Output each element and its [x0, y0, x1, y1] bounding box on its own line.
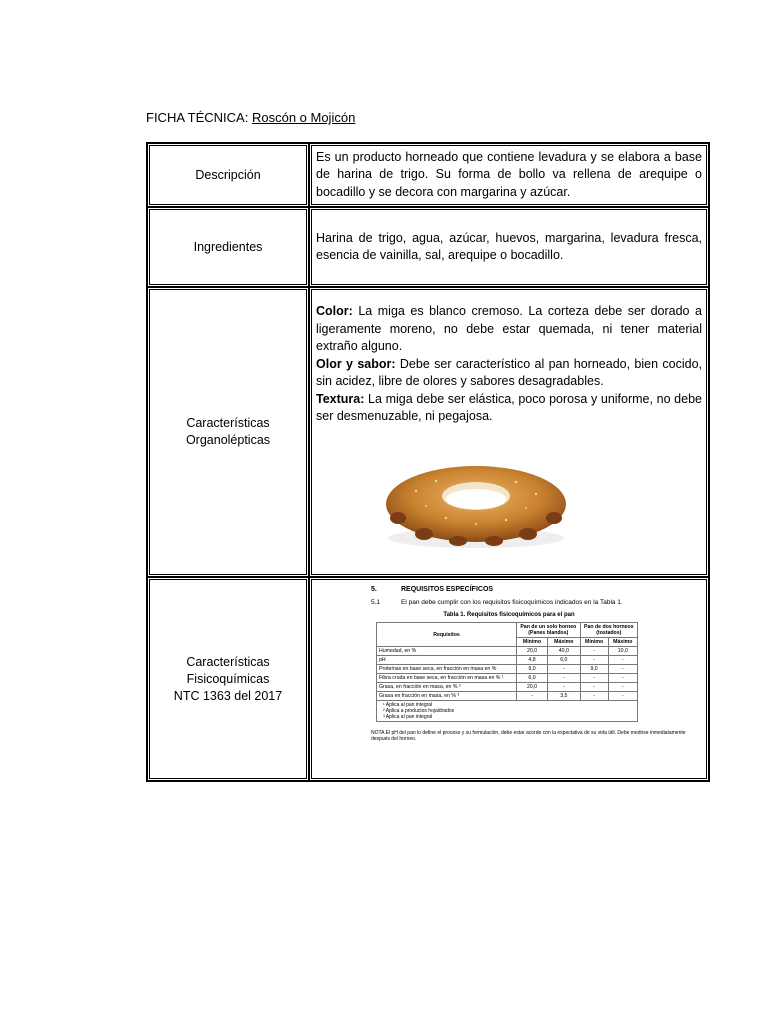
req-value-cell: 6,0: [548, 656, 581, 665]
req-value-cell: -: [608, 656, 637, 665]
req-name-cell: Proteínas en base seca, en fracción en masa en %: [377, 665, 517, 674]
spec-sheet-table: [146, 142, 710, 782]
table-row: [377, 656, 638, 665]
footnote-2: ² Aplica a productos hojaldrados: [383, 708, 455, 714]
row-fisicoquimicas: [147, 577, 709, 781]
label-descripcion: Descripción: [147, 143, 309, 207]
req-col-group2: Pan de dos horneos (tostados): [580, 623, 637, 638]
req-value-cell: -: [517, 692, 548, 701]
req-col-group1: Pan de un solo horneo (Panes blandos): [517, 623, 581, 638]
req-value-cell: 20,0: [517, 683, 548, 692]
subsection: [371, 599, 702, 606]
req-col-requisitos: Requisitos: [377, 623, 517, 647]
req-name-cell: Fibra cruda en base seca, en fracción en masa en % ¹: [377, 674, 517, 683]
req-footnotes: [379, 702, 635, 720]
label-ingredientes: Ingredientes: [147, 207, 309, 287]
olor-label: Olor y sabor:: [316, 356, 396, 371]
text-descripcion: Es un producto horneado que contiene levadura y se elabora a base de harina de trigo. Su forma de bollo va rellena de arequipe o bocadillo y se decora con margarina y azúcar.: [309, 143, 709, 207]
label-organolepticas: [147, 287, 309, 577]
table-row: [377, 665, 638, 674]
textura-label: Textura:: [316, 391, 365, 406]
section-title: REQUISITOS ESPECÍFICOS: [401, 586, 494, 593]
req-value-cell: 6,0: [517, 674, 548, 683]
footnote-1: ¹ Aplica al pan integral: [383, 702, 433, 708]
table-caption: Tabla 1. Requisitos fisicoquímicos para el pan: [443, 612, 575, 618]
req-footnotes-row: [377, 701, 638, 722]
req-name-cell: pH: [377, 656, 517, 665]
req-name-cell: Grasa, en fracción en masa, en % ²: [377, 683, 517, 692]
nota-text: NOTA El pH del pan lo define el proceso y su formulación, debe estar acorde con la expectativa de su vida útil. Debe medirse inmediatamente después del horneo.: [371, 730, 686, 742]
table-row: [377, 683, 638, 692]
color-label: Color:: [316, 304, 353, 318]
req-name-cell: Grasa en fracción en masa, en % ³: [377, 692, 517, 701]
req-body: [377, 647, 638, 701]
section-heading: [371, 586, 702, 593]
olor-paragraph: [316, 356, 702, 391]
label-organolepticas-line2: Organolépticas: [185, 433, 271, 447]
req-value-cell: 20,0: [517, 647, 548, 656]
req-name-cell: Humedad, en %: [377, 647, 517, 656]
req-value-cell: -: [608, 683, 637, 692]
label-organolepticas-line1: Características: [186, 416, 270, 430]
req-value-cell: 10,0: [608, 647, 637, 656]
text-organolepticas: [309, 287, 709, 577]
row-descripcion: [147, 143, 709, 207]
req-value-cell: -: [580, 674, 608, 683]
req-value-cell: -: [580, 656, 608, 665]
section-number: 5.: [371, 586, 377, 593]
req-max-2: Máximo: [608, 638, 637, 647]
roscon-bread-image: [376, 446, 576, 556]
req-value-cell: -: [580, 692, 608, 701]
ntc-requirements: [309, 577, 709, 781]
footnote-3: ³ Aplica al pan integral: [383, 714, 433, 720]
req-max-1: Máximo: [548, 638, 581, 647]
req-value-cell: -: [580, 683, 608, 692]
table-row: [377, 674, 638, 683]
page-title: [146, 110, 355, 125]
req-header-row1: [377, 623, 638, 638]
table-row: [377, 692, 638, 701]
req-min-1: Mínimo: [517, 638, 548, 647]
req-value-cell: -: [580, 647, 608, 656]
row-organolepticas: [147, 287, 709, 577]
table-row: [377, 647, 638, 656]
req-value-cell: 40,0: [548, 647, 581, 656]
req-value-cell: 3,5: [548, 692, 581, 701]
req-value-cell: -: [608, 674, 637, 683]
req-min-2: Mínimo: [580, 638, 608, 647]
color-text: La miga es blanco cremoso. La corteza debe ser dorado a ligeramente moreno, no debe estar quemada, ni tener material extraño alguno.: [316, 304, 702, 353]
textura-paragraph: [316, 391, 702, 426]
label-fisicoquimicas-line2: Fisicoquímicas: [186, 671, 270, 686]
title-prefix: FICHA TÉCNICA:: [146, 110, 249, 125]
row-ingredientes: [147, 207, 709, 287]
textura-text: La miga debe ser elástica, poco porosa y uniforme, no debe ser desmenuzable, ni pegajosa.: [316, 391, 702, 423]
req-value-cell: 9,0: [580, 665, 608, 674]
req-value-cell: 4,8: [517, 656, 548, 665]
title-product: Roscón o Mojicón: [251, 110, 356, 125]
olor-text: Debe ser característico al pan horneado, bien cocido, sin acidez, libre de olores y sabores desagradables.: [316, 356, 702, 388]
label-fisicoquimicas-line1: Características: [186, 654, 270, 669]
req-value-cell: -: [548, 683, 581, 692]
req-value-cell: -: [548, 665, 581, 674]
subsection-text: El pan debe cumplir con los requisitos fisicoquímicos indicados en la Tabla 1.: [401, 599, 623, 606]
label-fisicoquimicas: [147, 577, 309, 781]
requirements-table: [376, 622, 638, 722]
text-ingredientes: Harina de trigo, agua, azúcar, huevos, margarina, levadura fresca, esencia de vainilla, sal, arequipe o bocadillo.: [309, 207, 709, 287]
subsection-number: 5.1: [371, 599, 381, 606]
req-value-cell: -: [608, 692, 637, 701]
label-fisicoquimicas-line3: NTC 1363 del 2017: [173, 688, 283, 703]
req-value-cell: -: [548, 674, 581, 683]
color-paragraph: [316, 303, 702, 356]
req-value-cell: 9,0: [517, 665, 548, 674]
req-value-cell: -: [608, 665, 637, 674]
